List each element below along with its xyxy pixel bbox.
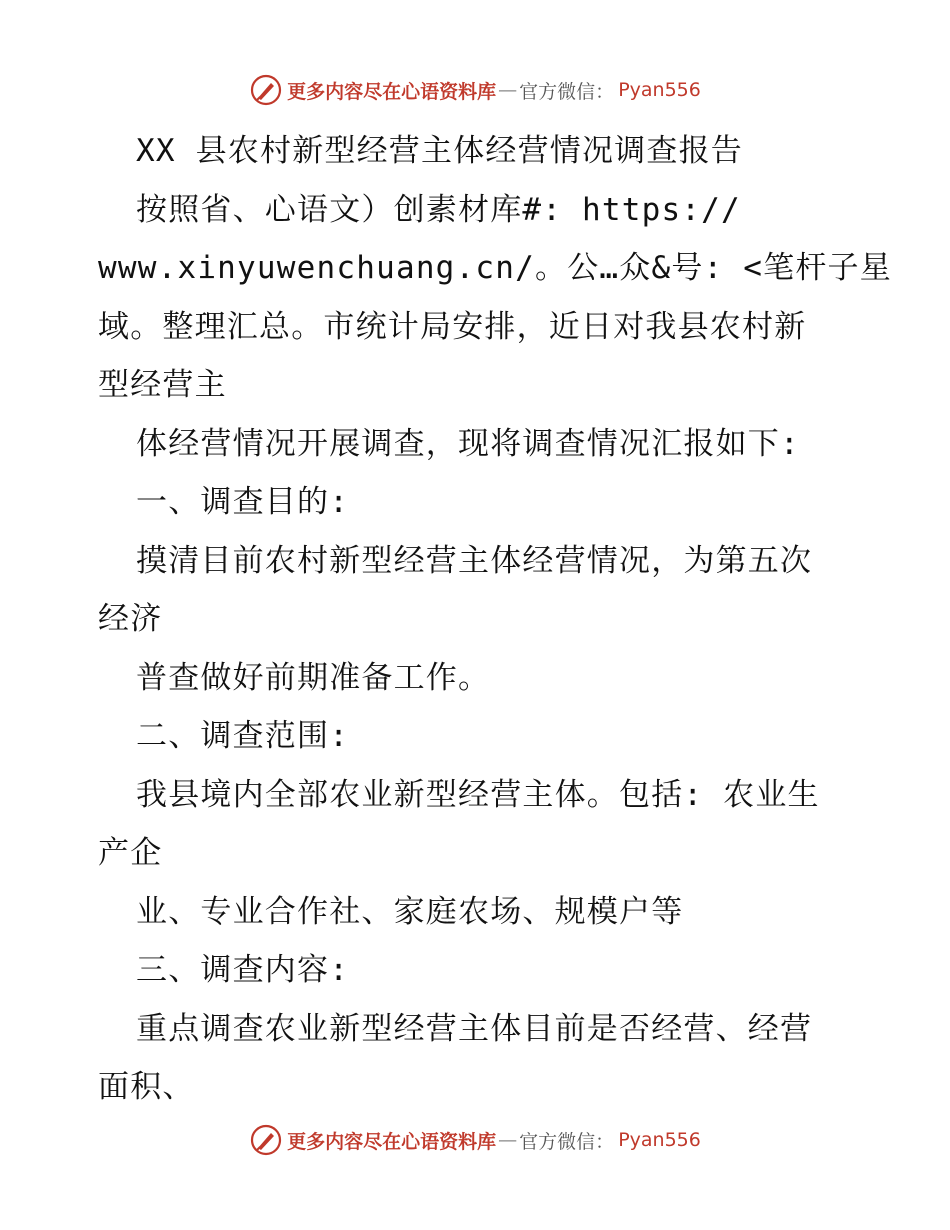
text-line: 按照省、心语文）创素材库#: https:// [136, 191, 741, 228]
banner-handle: Pyan556 [618, 79, 701, 101]
footer-banner [0, 1120, 950, 1160]
document-body [98, 122, 892, 1117]
quill-pen-circle-icon [249, 73, 283, 107]
text-line: 重点调查农业新型经营主体目前是否经营、经营 [136, 1010, 813, 1047]
document-title: XX 县农村新型经营主体经营情况调查报告 [136, 133, 743, 169]
banner-handle: Pyan556 [618, 1129, 701, 1151]
text-line: www.xinyuwenchuang.cn/。公…众&号: <笔杆子星 [98, 250, 892, 286]
banner-site-name: 更多内容尽在心语资料库 [287, 80, 497, 103]
text-line: 经济 [98, 601, 163, 637]
header-banner [0, 70, 950, 110]
banner-official-label: 官方微信： [519, 80, 615, 103]
text-line: 型经营主 [98, 367, 227, 403]
section-heading: 三、调查内容: [136, 952, 350, 988]
text-line: 我县境内全部农业新型经营主体。包括: 农业生 [136, 776, 820, 813]
quill-pen-circle-icon [249, 1123, 283, 1157]
banner-site-name: 更多内容尽在心语资料库 [287, 1130, 497, 1153]
text-line: 摸清目前农村新型经营主体经营情况，为第五次 [136, 542, 813, 579]
text-line: 体经营情况开展调查，现将调查情况汇报如下: [136, 425, 800, 462]
banner-official-label: 官方微信： [519, 1130, 615, 1153]
section-heading: 二、调查范围: [136, 718, 350, 754]
section-heading: 一、调查目的: [136, 484, 350, 520]
text-line: 产企 [98, 835, 163, 871]
text-line: 业、专业合作社、家庭农场、规模户等 [136, 893, 684, 930]
text-line: 域。整理汇总。市统计局安排，近日对我县农村新 [98, 308, 807, 345]
text-line: 面积、 [98, 1069, 195, 1105]
text-line: 普查做好前期准备工作。 [136, 659, 491, 696]
banner-separator: — [498, 79, 518, 101]
banner-separator: — [498, 1129, 518, 1151]
